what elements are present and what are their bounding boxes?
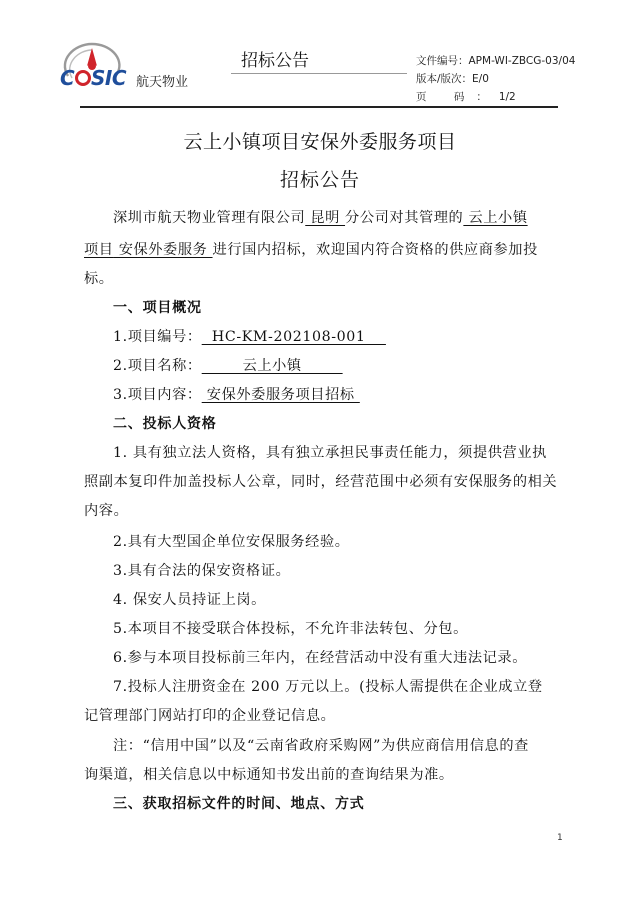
project-content — [113, 384, 360, 404]
page-number: 1 — [557, 833, 563, 843]
section-heading-qualification: 二、投标人资格 — [113, 416, 217, 432]
intro-text: 深圳市航天物业管理有限公司 — [113, 210, 306, 226]
project-name-value: 云上小镇 — [201, 358, 343, 374]
project-number-value: HC-KM-202108-001 — [201, 329, 386, 345]
qualification-6: 6.参与本项目投标前三年内，在经营活动中没有重大违法记录。 — [113, 650, 528, 666]
qualification-1-line-2: 照副本复印件加盖投标人公章，同时，经营范围中必须有安保服务的相关 — [84, 474, 558, 490]
intro-line-1 — [113, 207, 528, 227]
document-subtitle: 招标公告 — [279, 169, 360, 191]
header-title: 招标公告 — [241, 51, 309, 71]
doc-version — [416, 71, 489, 86]
doc-page — [416, 89, 516, 104]
project-name-label: 2.项目名称： — [113, 358, 202, 374]
doc-number-label: 文件编号： — [416, 55, 469, 67]
svg-text:C: C — [60, 66, 75, 90]
doc-page-label: 页 码： — [416, 91, 499, 103]
doc-number-value: APM-WI-ZBCG-03/04 — [468, 55, 576, 67]
qualification-2: 2.具有大型国企单位安保服务经验。 — [113, 534, 350, 550]
credit-note-line-1: 注：“信用中国”以及“云南省政府采购网”为供应商信用信息的查 — [113, 738, 529, 754]
doc-page-value: 1/2 — [498, 91, 516, 103]
header-divider-short — [231, 73, 407, 74]
qualification-5: 5.本项目不接受联合体投标，不允许非法转包、分包。 — [113, 621, 468, 637]
doc-version-label: 版本/版次： — [416, 73, 473, 85]
project-name-inline: 云上小镇 — [463, 210, 528, 226]
credit-note-line-2: 询渠道，相关信息以中标通知书发出前的查询结果为准。 — [84, 767, 454, 783]
intro-text: 进行国内招标，欢迎国内符合资格的供应商参加投 — [212, 242, 538, 258]
project-name — [113, 355, 343, 375]
qualification-3: 3.具有合法的保安资格证。 — [113, 563, 291, 579]
intro-line-3: 标。 — [84, 271, 114, 287]
intro-text: 分公司对其管理的 — [345, 210, 464, 226]
header-divider — [80, 106, 558, 108]
branch-city: 昆明 — [305, 210, 346, 226]
intro-line-2 — [84, 239, 538, 259]
project-number — [113, 326, 386, 346]
qualification-7-line-1: 7.投标人注册资金在 200 万元以上。(投标人需提供在企业成立登 — [113, 679, 543, 695]
project-content-label: 3.项目内容： — [113, 387, 202, 403]
qualification-1-line-3: 内容。 — [84, 503, 129, 519]
qualification-1-line-1: 1. 具有独立法人资格，具有独立承担民事责任能力，须提供营业执 — [113, 445, 547, 461]
casic-logo — [58, 40, 198, 96]
doc-version-value: E/0 — [472, 73, 489, 85]
section-heading-overview: 一、项目概况 — [113, 300, 202, 316]
qualification-4: 4. 保安人员持证上岗。 — [113, 592, 266, 608]
project-content-value: 安保外委服务项目招标 — [201, 387, 360, 403]
document-title: 云上小镇项目安保外委服务项目 — [183, 131, 457, 153]
section-heading-documents: 三、获取招标文件的时间、地点、方式 — [113, 796, 365, 812]
logo-company-name: 航天物业 — [136, 75, 189, 90]
svg-text:SIC: SIC — [91, 66, 127, 90]
qualification-7-line-2: 记管理部门网站打印的企业登记信息。 — [84, 708, 336, 724]
project-number-label: 1.项目编号： — [113, 329, 202, 345]
document-header — [0, 0, 640, 110]
project-name-inline-cont: 项目 — [84, 242, 114, 258]
service-type-inline: 安保外委服务 — [113, 242, 213, 258]
doc-number — [416, 53, 575, 68]
